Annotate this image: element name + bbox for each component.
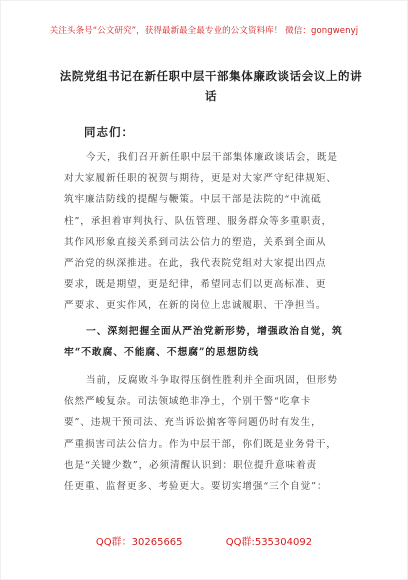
text-line: 其作风形象直接关系到司法公信力的塑造，关系到全面从 <box>64 236 327 248</box>
footer-contacts <box>0 533 408 548</box>
promo-banner: 关注头条号“公文研究”，获得最新最全最专业的公文资料库！ 微信：gongwenyj <box>49 26 359 36</box>
text-line: 今天，我们召开新任职中层干部集体廉政谈话会，既是 <box>86 152 338 163</box>
text-line: 筑牢廉洁防线的提醒与鞭策。中层干部是法院的“中流砥 <box>64 194 322 206</box>
text-line: 任更重、监督更多、考验更大。要切实增强“三个自觉”： <box>64 481 328 493</box>
section-heading <box>64 321 356 363</box>
heading-line: 一、深刻把握全面从严治党新形势，增强政治自觉，筑 <box>86 326 343 337</box>
title-line: 话 <box>204 89 218 103</box>
text-line: 严重损害司法公信力。作为中层干部，你们既是业务骨干， <box>64 438 337 450</box>
text-line: 严要求、更实作风，在新的岗位上忠诚履职、干净担当。 <box>64 300 327 312</box>
qq-group-2: QQ群:535304092 <box>225 537 313 548</box>
text-line: 要”、违规干预司法、充当诉讼掮客等问题仍时有发生， <box>64 417 322 429</box>
qq-group-1: QQ群：30265665 <box>95 537 183 548</box>
text-line: 依然严峻复杂。司法领域绝非净土，个别干警“吃拿卡 <box>64 396 312 408</box>
paragraph-intro <box>64 147 356 317</box>
paragraph-section-1 <box>64 370 356 497</box>
text-line: 当前，反腐败斗争取得压倒性胜利并全面巩固，但形势 <box>86 375 338 386</box>
text-line: 柱”，承担着审判执行、队伍管理、服务群众等多重职责， <box>64 215 333 227</box>
document-title <box>56 66 366 106</box>
title-line: 法院党组书记在新任职中层干部集体廉政谈话会议上的讲 <box>59 69 363 83</box>
heading-line: 牢“不敢腐、不能腐、不想腐”的思想防线 <box>64 347 259 358</box>
text-line: 要求，既是期望，更是纪律，希望同志们以更高标准、更 <box>64 279 327 291</box>
text-line: 严治党的纵深推进。在此，我代表院党组对大家提出四点 <box>64 258 327 270</box>
text-line: 对大家履新任职的祝贺与期待，更是对大家严守纪律规矩、 <box>64 173 337 185</box>
salutation: 同志们： <box>84 125 134 139</box>
text-line: 也是“关键少数”，必须清醒认识到：职位提升意味着责 <box>64 459 317 471</box>
